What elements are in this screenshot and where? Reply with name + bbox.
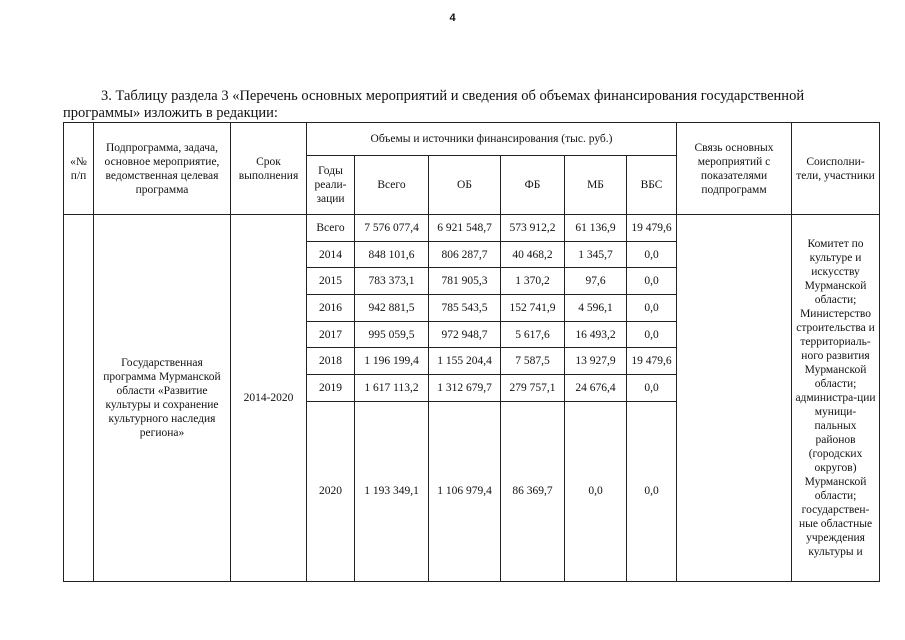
header-total: Всего [355,155,429,214]
cell-year: Всего [307,215,355,242]
program-name-cell: Государственная программа Мурманской области «Развитие культуры и сохранение культурного наследия региона» [94,215,231,582]
cell-year: 2014 [307,241,355,268]
header-link: Связь основных мероприятий с показателями подпрограмм [677,123,792,215]
cell-mb: 0,0 [565,401,627,581]
cell-fb: 7 587,5 [501,348,565,375]
cell-vbs: 0,0 [627,268,677,295]
cell-mb: 13 927,9 [565,348,627,375]
cell-ob: 781 905,3 [429,268,501,295]
header-years: Годы реали-зации [307,155,355,214]
cell-year: 2016 [307,295,355,322]
cell-total: 942 881,5 [355,295,429,322]
row-num-cell [64,215,94,582]
header-program: Подпрограмма, задача, основное мероприятие, ведомственная целевая программа [94,123,231,215]
cell-year: 2020 [307,401,355,581]
cell-fb: 573 912,2 [501,215,565,242]
cell-ob: 6 921 548,7 [429,215,501,242]
cell-total: 1 193 349,1 [355,401,429,581]
header-funding: Объемы и источники финансирования (тыс. руб.) [307,123,677,156]
cell-fb: 5 617,6 [501,321,565,348]
cell-mb: 1 345,7 [565,241,627,268]
cell-ob: 972 948,7 [429,321,501,348]
program-table [63,122,880,582]
cell-fb: 279 757,1 [501,374,565,401]
cell-vbs: 0,0 [627,295,677,322]
cell-year: 2019 [307,374,355,401]
cell-vbs: 0,0 [627,241,677,268]
cell-year: 2015 [307,268,355,295]
cell-vbs: 0,0 [627,321,677,348]
header-ob: ОБ [429,155,501,214]
header-num: «№ п/п [64,123,94,215]
cell-ob: 1 312 679,7 [429,374,501,401]
cell-vbs: 0,0 [627,401,677,581]
cell-mb: 61 136,9 [565,215,627,242]
cell-total: 1 196 199,4 [355,348,429,375]
page-number: 4 [449,12,456,24]
cell-ob: 1 155 204,4 [429,348,501,375]
cell-fb: 86 369,7 [501,401,565,581]
header-term: Срок выполнения [231,123,307,215]
cell-total: 1 617 113,2 [355,374,429,401]
cell-ob: 806 287,7 [429,241,501,268]
cell-fb: 1 370,2 [501,268,565,295]
intro-paragraph [63,88,853,122]
executors-cell: Комитет по культуре и искусству Мурманской области; Министерство строительства и территориаль-ного развития Мурманской области; администра-ции муници-пальных районов (городских округов) Мурманской области; государствен-ные областные учреждения культуры и [792,215,880,582]
intro-line-2: программы» изложить в редакции: [63,105,278,121]
header-fb: ФБ [501,155,565,214]
cell-vbs: 0,0 [627,374,677,401]
cell-fb: 40 468,2 [501,241,565,268]
cell-total: 783 373,1 [355,268,429,295]
cell-mb: 24 676,4 [565,374,627,401]
intro-line-1: 3. Таблицу раздела 3 «Перечень основных мероприятий и сведения об объемах финансирования государственной [101,88,805,104]
header-mb: МБ [565,155,627,214]
cell-vbs: 19 479,6 [627,348,677,375]
header-executors: Соисполни-тели, участники [792,123,880,215]
cell-total: 7 576 077,4 [355,215,429,242]
cell-ob: 785 543,5 [429,295,501,322]
cell-total: 995 059,5 [355,321,429,348]
table-row [64,215,880,242]
cell-mb: 16 493,2 [565,321,627,348]
cell-year: 2017 [307,321,355,348]
link-cell [677,215,792,582]
cell-mb: 4 596,1 [565,295,627,322]
cell-year: 2018 [307,348,355,375]
cell-ob: 1 106 979,4 [429,401,501,581]
header-vbs: ВБС [627,155,677,214]
cell-fb: 152 741,9 [501,295,565,322]
cell-vbs: 19 479,6 [627,215,677,242]
cell-mb: 97,6 [565,268,627,295]
term-cell: 2014-2020 [231,215,307,582]
header-row-1 [64,123,880,156]
cell-total: 848 101,6 [355,241,429,268]
